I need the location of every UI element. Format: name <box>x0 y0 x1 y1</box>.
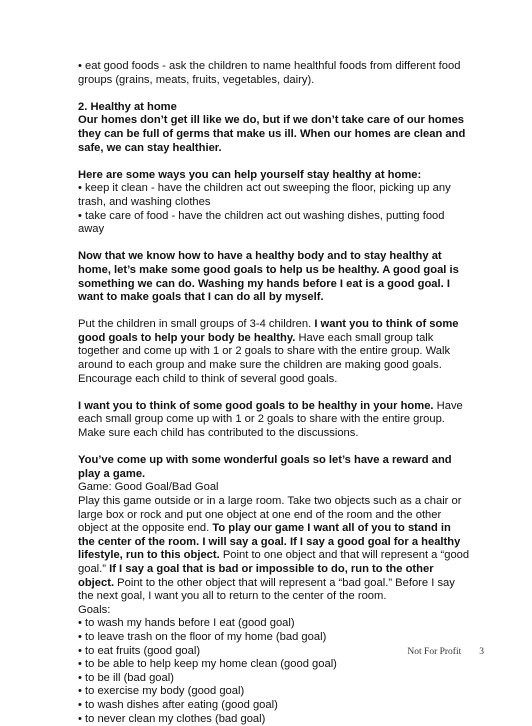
page-number: 3 <box>479 647 484 657</box>
game-bad-object-text: Point to the other object that will represent a “bad goal.” Before I say the next goal, I want you all to return to the center of the room. <box>78 577 455 603</box>
goals-label: Goals: <box>78 604 470 618</box>
small-groups-paragraph <box>78 318 470 386</box>
game-title: Game: Good Goal/Bad Goal <box>78 481 470 495</box>
healthy-home-intro: Our homes don’t get ill like we do, but if we don’t take care of our homes they can be full of germs that make us ill. When our homes are clean and safe, we can stay healthier. <box>78 114 470 155</box>
game-good-object-text: Point to one object and that will represent a “good goal.” <box>78 549 469 575</box>
small-groups-instructions: Have each small group talk together and come up with 1 or 2 goals to share with the entire group. Walk around to each group and make sure the children are making good goals. Encourage each child to think of several good goals. <box>78 332 450 385</box>
small-groups-lead: Put the children in small groups of 3-4 children. <box>78 318 314 330</box>
goal-item: • to wash dishes after eating (good goal) <box>78 699 470 713</box>
goal-item: • to be ill (bad goal) <box>78 672 470 686</box>
food-groups-bullet: • eat good foods - ask the children to name healthful foods from different food groups (grains, meats, fruits, vegetables, dairy). <box>78 60 470 87</box>
home-goals-prompt: I want you to think of some good goals to be healthy in your home. <box>78 400 434 412</box>
game-instructions <box>78 495 470 604</box>
goal-item: • to eat fruits (good goal) <box>78 645 470 659</box>
game-heading: You’ve come up with some wonderful goals so let’s have a reward and play a game. <box>78 454 470 481</box>
goals-intro-paragraph: Now that we know how to have a healthy body and to stay healthy at home, let’s make some good goals to help us be healthy. A good goal is something we can do. Washing my hands before I eat is a good goal. I want to make goals that I can do all by myself. <box>78 250 470 304</box>
goal-item: • to leave trash on the floor of my home (bad goal) <box>78 631 470 645</box>
goal-item: • to be able to help keep my home clean (good goal) <box>78 658 470 672</box>
page-footer <box>407 647 484 657</box>
goal-item: • to wash my hands before I eat (good goal) <box>78 617 470 631</box>
goal-item: • to never clean my clothes (bad goal) <box>78 713 470 726</box>
bullet-keep-clean: • keep it clean - have the children act out sweeping the floor, picking up any trash, and washing clothes <box>78 182 470 209</box>
home-goals-paragraph <box>78 400 470 441</box>
game-rule-bad: If I say a goal that is bad or impossible to do, run to the other object. <box>78 563 434 589</box>
small-groups-prompt: I want you to think of some good goals to help your body be healthy. <box>78 318 459 344</box>
section-heading-healthy-at-home: 2. Healthy at home <box>78 101 470 115</box>
home-goals-instructions: Have each small group come up with 1 or 2 goals to share with the entire group. Make sure each child has contributed to the discussions. <box>78 400 463 439</box>
footer-org-label: Not For Profit <box>407 647 461 657</box>
bullet-take-care-food: • take care of food - have the children act out washing dishes, putting food away <box>78 210 470 237</box>
game-setup-text: Play this game outside or in a large room. Take two objects such as a chair or large box or rock and put one object at one end of the room and the other object at the opposite end. <box>78 495 461 534</box>
game-rule-good: To play our game I want all of you to stand in the center of the room. I will say a goal. If I say a good goal for a healthy lifestyle, run to this object. <box>78 522 460 561</box>
goal-item: • to exercise my body (good goal) <box>78 685 470 699</box>
ways-heading: Here are some ways you can help yourself stay healthy at home: <box>78 169 470 183</box>
